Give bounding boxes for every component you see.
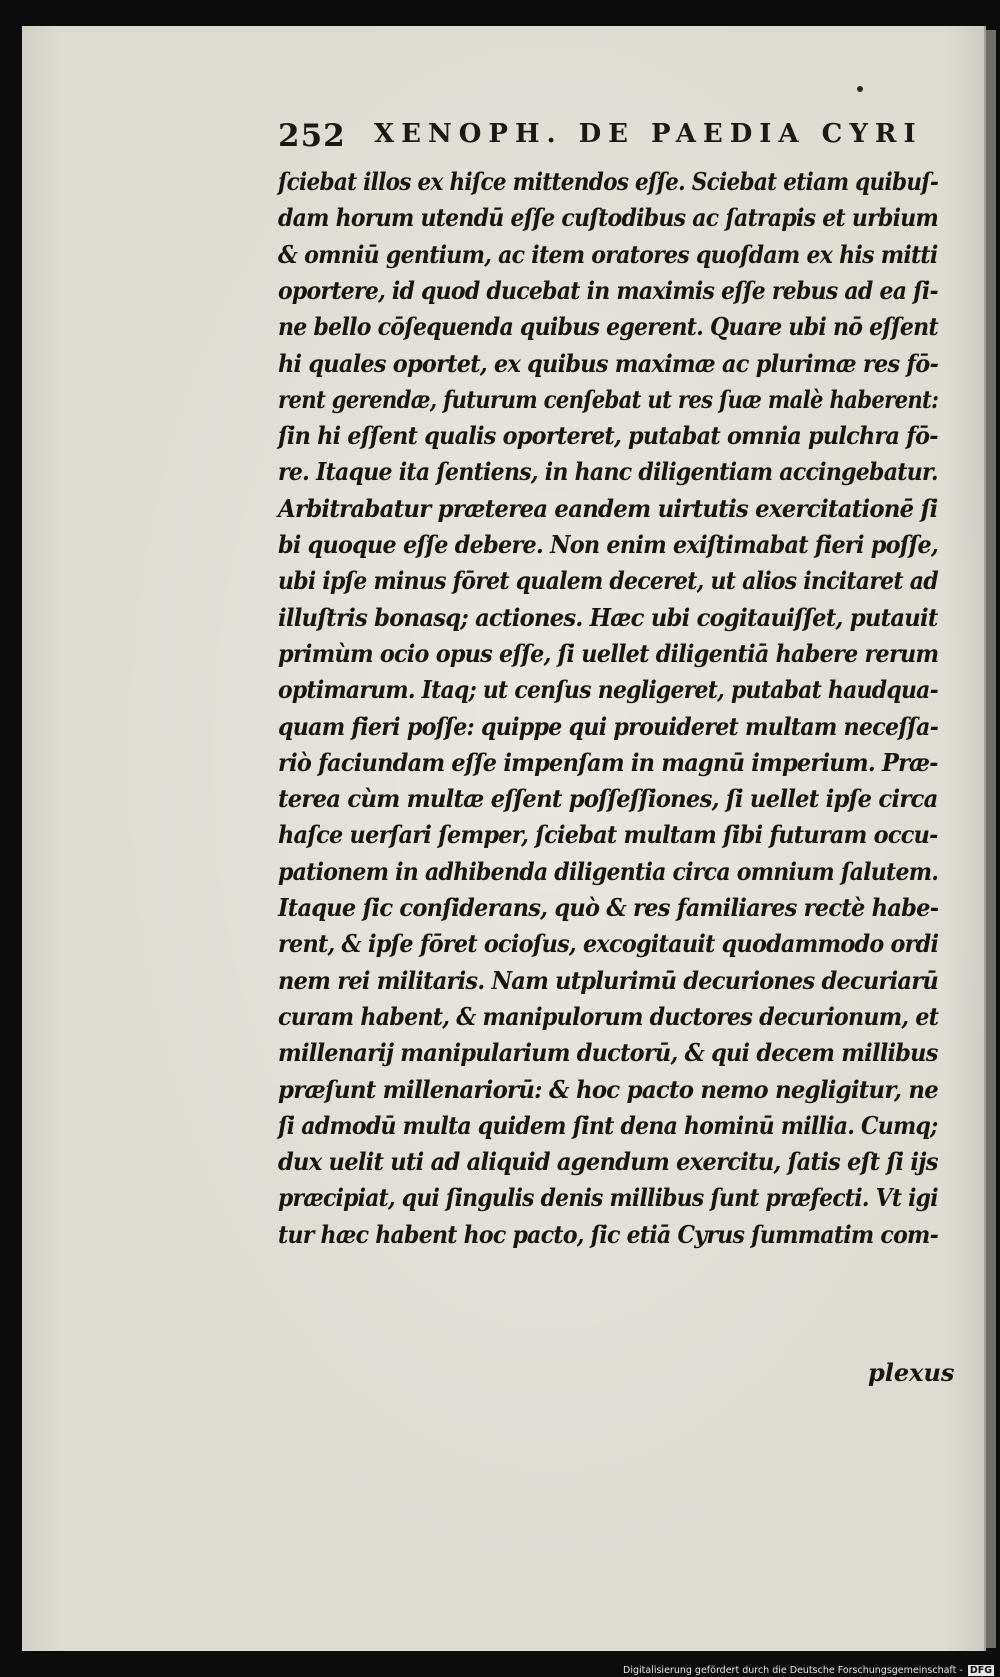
text-line: Arbitrabatur præterea eandem uirtutis exercitationē ſi [278,493,938,523]
text-line: Itaque ſic conſiderans, quò & res familiares rectè habe- [278,893,939,922]
text-line: millenarij manipularium ductorū, & qui decem millibus [278,1038,938,1068]
text-line: dam horum utendū eſſe cuſtodibus ac ſatrapis et urbium [278,203,939,233]
text-line: quam fieri poſſe: quippe qui prouideret multam neceſſa- [278,711,939,741]
text-line: ne bello cōſequenda quibus egerent. Quare ubi nō eſſent [278,312,938,342]
text-line: curam habent, & manipulorum ductores decurionum, et [278,1001,939,1031]
text-line: oportere, id quod ducebat in maximis eſſe rebus ad ea ſi- [278,275,938,305]
ink-speck [857,86,863,92]
text-line: præſunt millenariorū: & hoc pacto nemo negligitur, ne [278,1074,938,1104]
running-title: XENOPH. DE PAEDIA CYRI [374,119,923,149]
page-edge [986,30,996,1648]
text-line: pationem in adhibenda diligentia circa omnium ſalutem. [278,856,939,886]
text-line: ſin hi eſſent qualis oporteret, putabat omnia pulchra fō- [278,421,938,451]
text-line: illuſtris bonasq; actiones. Hæc ubi cogitauiſſet, putauit [278,602,938,632]
text-line: ſciebat illos ex hiſce mittendos eſſe. Sciebat etiam quibuſ- [278,167,939,196]
text-line: riò faciundam eſſe impenſam in magnū imperium. Præ- [278,747,938,777]
text-line: tur hæc habent hoc pacto, ſic etiā Cyrus ſummatim com- [278,1219,939,1249]
text-line: terea cùm multæ eſſent poſſeſſiones, ſi uellet ipſe circa [278,784,938,814]
dfg-logo: DFG [969,1665,992,1676]
catchword: plexus [868,1358,955,1387]
credit-text: Digitalisierung gefördert durch die Deutsche Forschungsgemeinschaft - [623,1665,963,1676]
text-line: optimarum. Itaq; ut cenſus negligeret, putabat haudqua- [278,675,939,705]
page-header [278,112,923,158]
text-line: præcipiat, qui ſingulis denis millibus ſunt præfecti. Vt igi [278,1183,938,1213]
page-number: 252 [278,118,346,154]
text-line: re. Itaque ita ſentiens, in hanc diligentiam accingebatur. [278,457,938,487]
text-line: hi quales oportet, ex quibus maximæ ac plurimæ res fō- [278,348,939,378]
text-line: rent gerendæ, futurum cenſebat ut res ſuæ malè haberent: [278,384,939,414]
text-line: & omniū gentium, ac item oratores quoſdam ex his mitti [278,239,938,269]
digitization-credit [623,1665,994,1676]
text-line: rent, & ipſe fōret ocioſus, excogitauit quodammodo ordi [278,929,939,959]
text-line: dux uelit uti ad aliquid agendum exercitu, ſatis eſt ſi ijs [278,1147,938,1177]
text-line: primùm ocio opus eſſe, ſi uellet diligentiā habere rerum [278,638,939,668]
text-line: haſce uerſari ſemper, ſciebat multam ſibi futuram occu- [278,820,938,850]
text-line: bi quoque eſſe debere. Non enim exiſtimabat fieri poſſe, [278,530,939,559]
text-line: ſi admodū multa quidem ſint dena hominū millia. Cumq; [278,1110,938,1140]
text-line: nem rei militaris. Nam utplurimū decuriones decuriarū [278,965,938,995]
text-line: ubi ipſe minus fōret qualem deceret, ut alios incitaret ad [278,566,938,596]
